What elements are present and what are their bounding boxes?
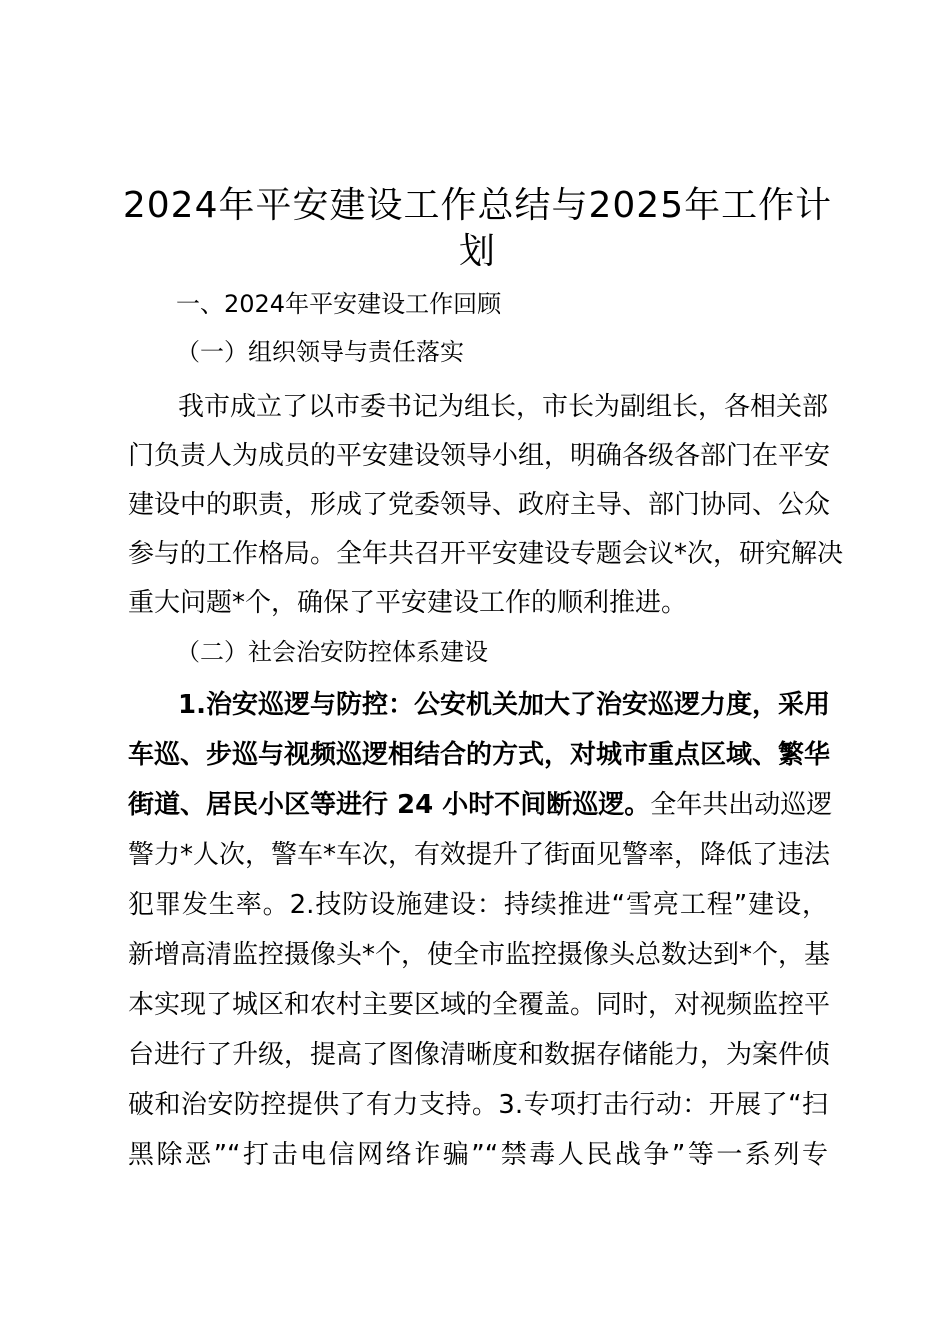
title-line-1: 2024年平安建设工作总结与2025年工作计 <box>122 185 833 226</box>
paragraph-line <box>128 885 828 925</box>
paragraph-line <box>128 1135 828 1175</box>
document-title <box>120 183 835 275</box>
paragraph-line: 建设中的职责，形成了党委领导、政府主导、部门协同、公众 <box>128 490 831 520</box>
section-heading: 一、2024年平安建设工作回顾 <box>176 290 502 318</box>
normal-text: 警力*人次，警车*车次，有效提升了街面见警率，降低了违法 <box>128 840 831 870</box>
paragraph-line <box>128 935 831 975</box>
normal-text: 犯罪发生率。2.技防设施建设：持续推进“雪亮工程”建设， <box>128 890 828 920</box>
paragraph-line: 我市成立了以市委书记为组长，市长为副组长，各相关部 <box>178 392 829 422</box>
normal-text: 本实现了城区和农村主要区域的全覆盖。同时，对视频监控平 <box>128 990 831 1020</box>
normal-text: 破和治安防控提供了有力支持。3.专项打击行动：开展了“扫 <box>128 1090 828 1120</box>
paragraph-line <box>128 735 831 775</box>
paragraph-line <box>128 985 831 1025</box>
paragraph-line <box>178 685 828 725</box>
paragraph-line: 门负责人为成员的平安建设领导小组，明确各级各部门在平安 <box>128 441 831 471</box>
bold-text: 车巡、步巡与视频巡逻相结合的方式，对城市重点区域、繁华 <box>128 740 831 770</box>
paragraph-line <box>128 1085 828 1125</box>
title-line-2: 划 <box>458 231 496 272</box>
subsection-heading: （二）社会治安防控体系建设 <box>176 638 488 666</box>
subsection-heading: （一）组织领导与责任落实 <box>176 338 464 366</box>
paragraph-line: 重大问题*个，确保了平安建设工作的顺利推进。 <box>128 588 688 618</box>
normal-text: 台进行了升级，提高了图像清晰度和数据存储能力，为案件侦 <box>128 1040 831 1070</box>
bold-text: 1.治安巡逻与防控：公安机关加大了治安巡逻力度，采用 <box>178 690 830 720</box>
paragraph-line <box>128 1035 831 1075</box>
bold-text: 街道、居民小区等进行 24 小时不间断巡逻。 <box>128 790 651 820</box>
normal-text: 黑除恶”“打击电信网络诈骗”“禁毒人民战争”等一系列专 <box>128 1140 828 1170</box>
normal-text: 全年共出动巡逻 <box>650 790 833 820</box>
paragraph-line: 参与的工作格局。全年共召开平安建设专题会议*次，研究解决 <box>128 539 844 569</box>
paragraph-line <box>128 835 831 875</box>
normal-text: 新增高清监控摄像头*个，使全市监控摄像头总数达到*个，基 <box>128 940 831 970</box>
paragraph-line <box>128 785 833 825</box>
